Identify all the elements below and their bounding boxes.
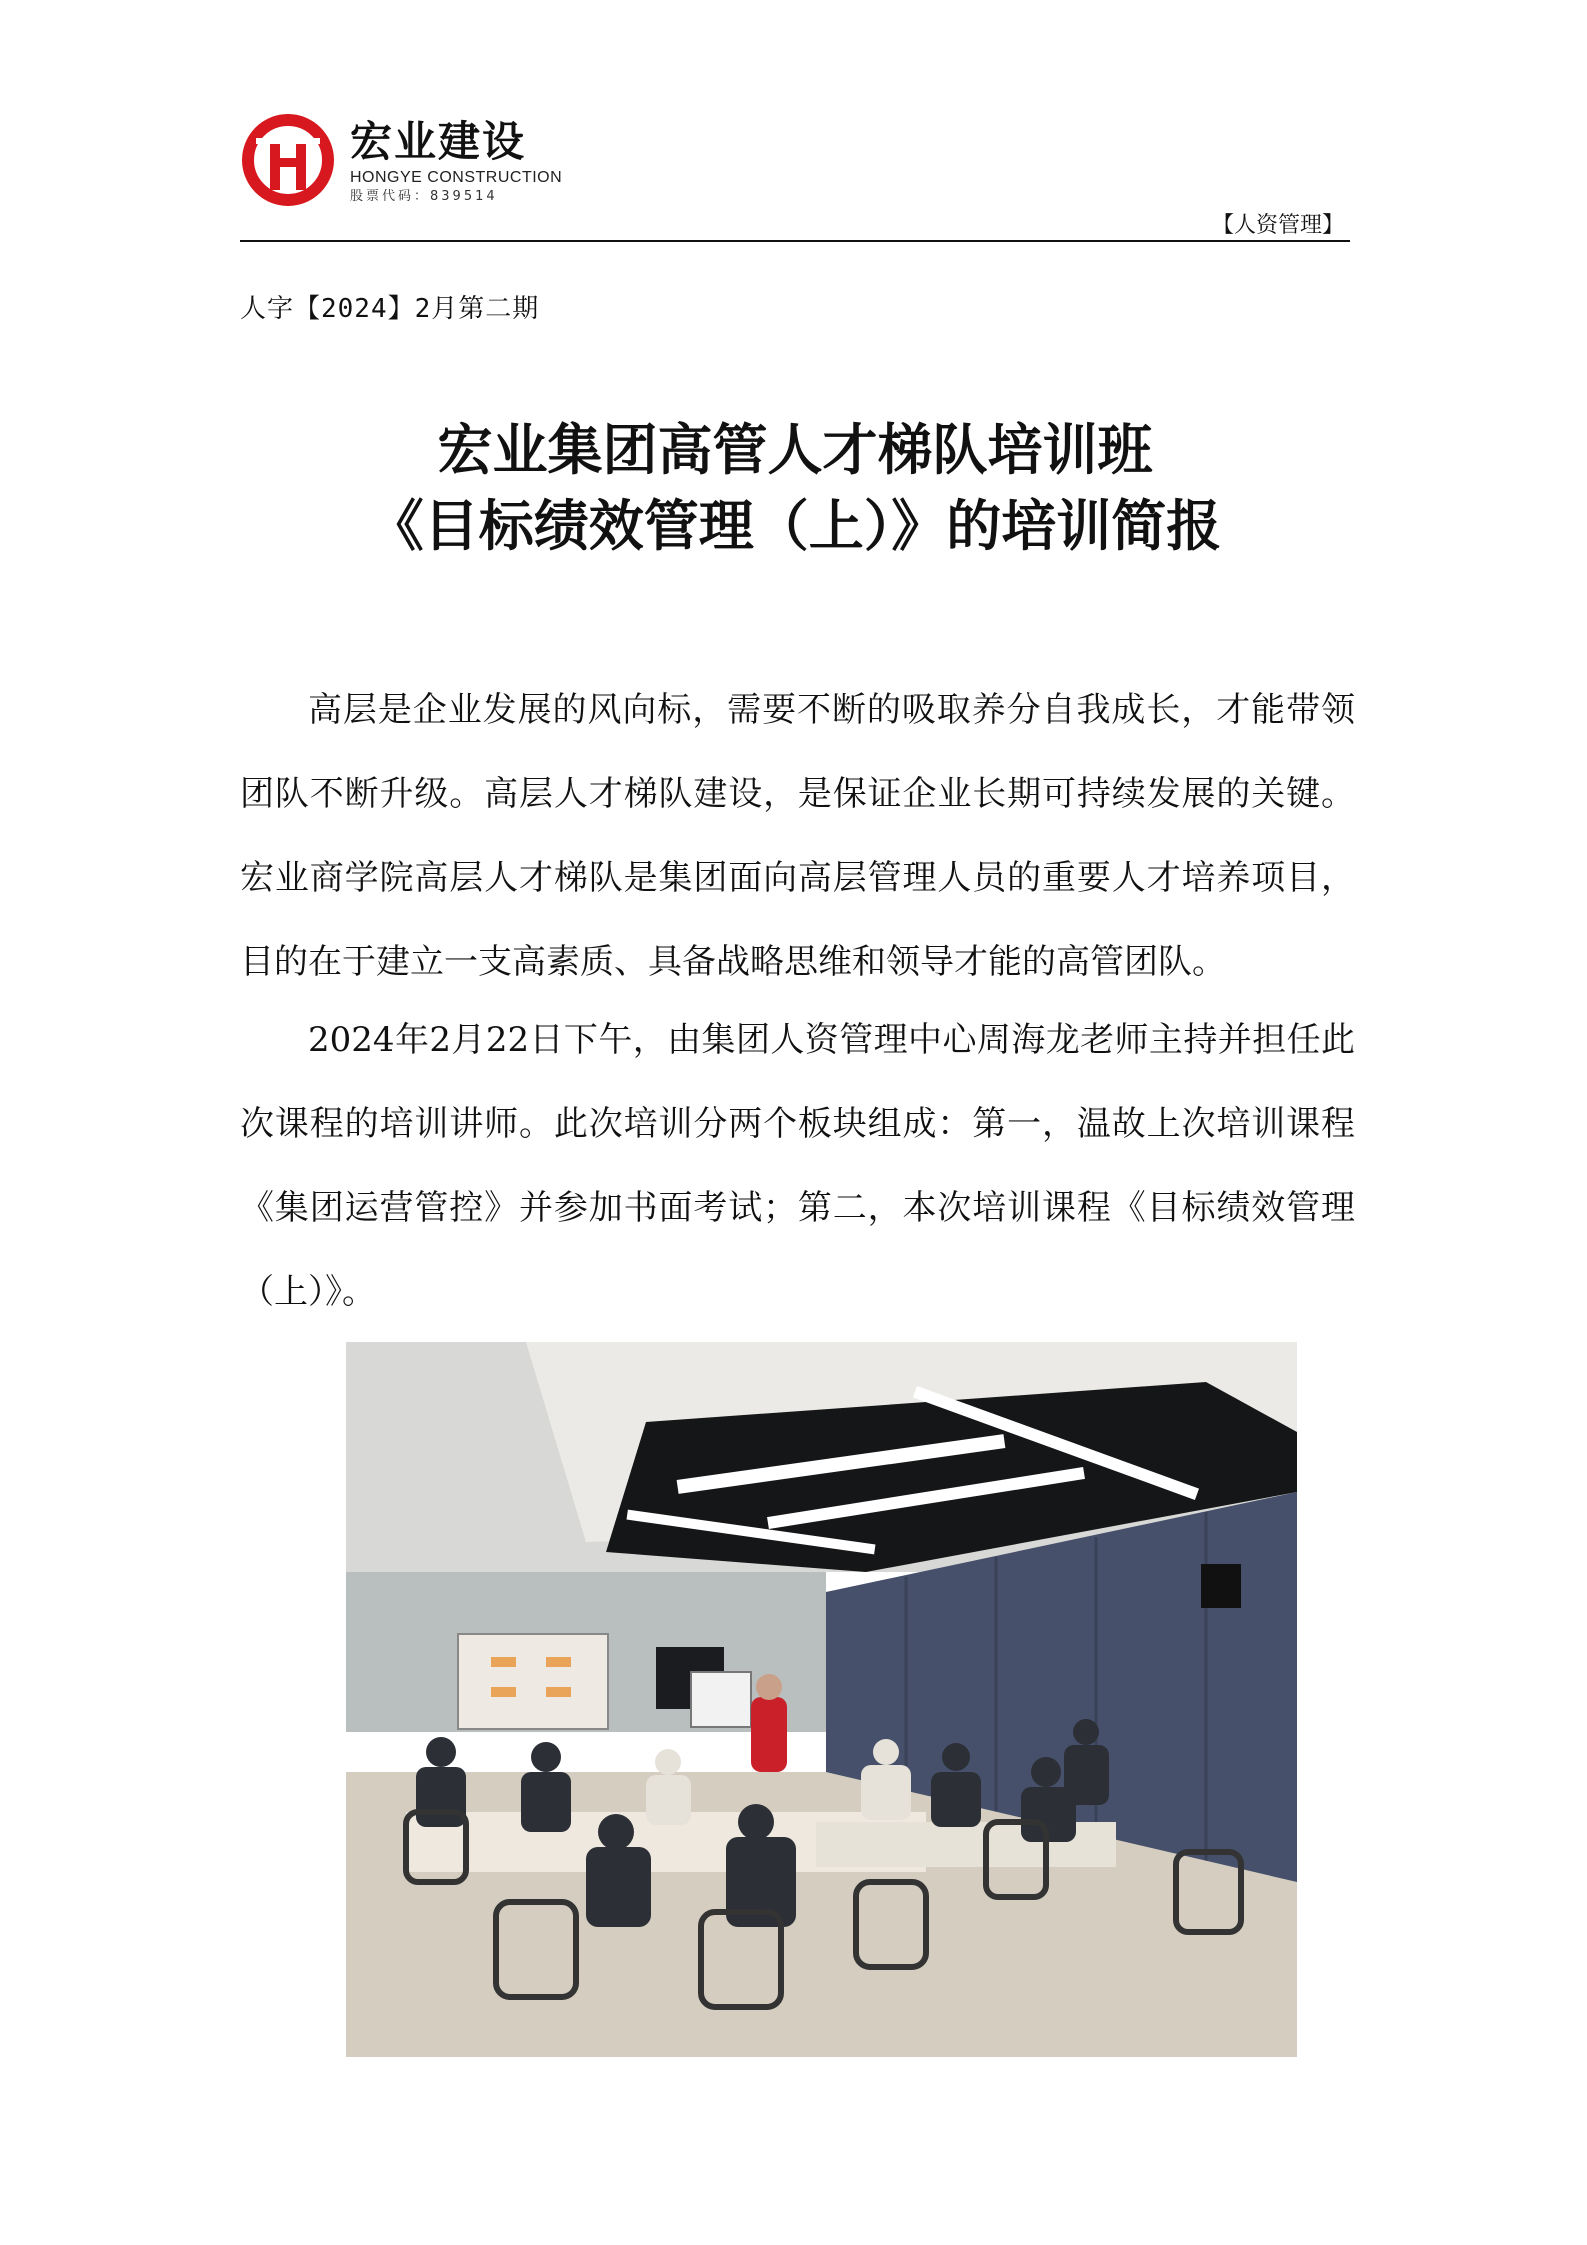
training-session-photo <box>346 1342 1297 2057</box>
department-tag: 【人资管理】 <box>1211 213 1344 238</box>
title-line-2: 《目标绩效管理（上）》的培训简报 <box>368 494 1222 558</box>
title-line-1: 宏业集团高管人才梯队培训班 <box>437 418 1153 482</box>
header-divider <box>240 240 1350 242</box>
company-logo-icon <box>240 112 336 208</box>
paragraph-training-details: 2024年2月22日下午，由集团人资管理中心周海龙老师主持并担任此次课程的培训讲师。此次培训分两个板块组成：第一，温故上次培训课程《集团运营管控》并参加书面考试；第二，本次培训课程《目标绩效管理（上）》。 <box>240 1020 1355 1312</box>
letterhead <box>240 112 1350 242</box>
brand-name-en: HONGYE CONSTRUCTION <box>350 169 563 186</box>
issue-number: 人字【2024】2月第二期 <box>240 294 540 324</box>
paragraph-intro: 高层是企业发展的风向标，需要不断的吸取养分自我成长，才能带领团队不断升级。高层人才梯队建设，是保证企业长期可持续发展的关键。宏业商学院高层人才梯队是集团面向高层管理人员的重要人才培养项目，目的在于建立一支高素质、具备战略思维和领导才能的高管团队。 <box>240 690 1355 982</box>
stock-code: 股票代码：839514 <box>350 189 498 204</box>
brand-name-cn: 宏业建设 <box>350 117 527 166</box>
document-title <box>240 412 1350 564</box>
